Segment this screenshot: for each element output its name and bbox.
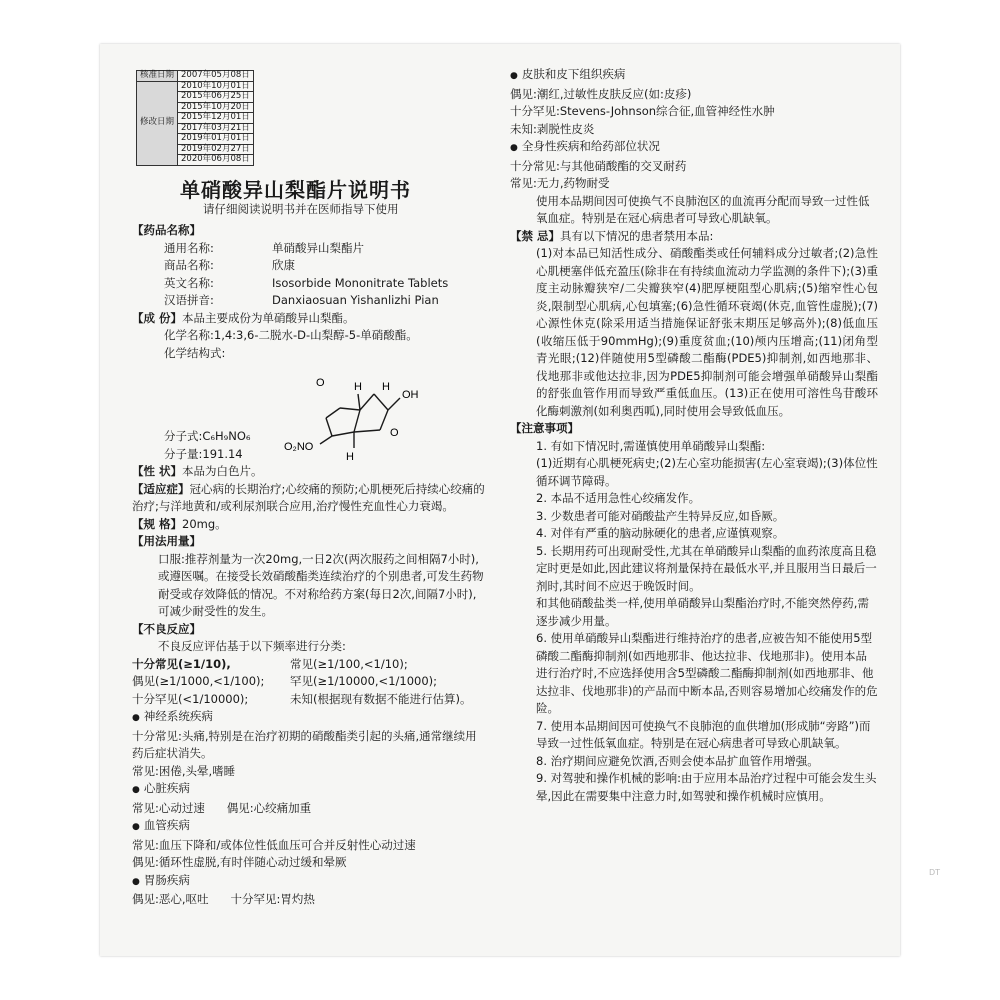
nitrate-label: O₂NO <box>284 441 314 453</box>
neuro-title: ● 神经系统疾病 <box>132 708 487 728</box>
revise-date: 2015年06月25日 <box>178 92 254 103</box>
indications-header: 【适应症】 <box>132 481 190 496</box>
precaution-item: 4. 对伴有严重的脑动脉硬化的患者,应谨慎观察。 <box>536 526 785 540</box>
structure-label: 化学结构式: <box>164 345 226 360</box>
precaution-item: 5. 长期用药可出现耐受性,尤其在单硝酸异山梨酯的血药浓度高且稳定时更是如此,因此建议将剂量保持在最低水平,并且服用当日最后一剂时,其时间不应迟于晚饭时间。 <box>536 543 877 593</box>
properties-header: 【性 状】 <box>132 464 183 478</box>
adverse-intro: 不良反应评估基于以下频率进行分类: <box>158 639 346 653</box>
atom-h: H <box>346 451 354 463</box>
precaution-item: 6. 使用单硝酸异山梨酯进行维持治疗的患者,应被告知不能使用5型磷酸二酯酶抑制剂(如西地那非、他达拉非、伐地那非)。使用本品进行治疗时,不应选择使用含5型磷酸二酯酶抑制剂(如西地那非、他达拉非、伐地那非)的产品而中断本品,否则容易增加心绞痛发作的危险。 <box>536 631 878 715</box>
vessel-title: ● 血管疾病 <box>132 817 487 837</box>
revise-date-label: 修改日期 <box>137 81 178 165</box>
spec-text: 20mg。 <box>182 516 227 531</box>
precaution-item: 9. 对驾驶和操作机械的影响:由于应用本品治疗过程中可能会发生头晕,因此在需要集中注意力时,如驾驶和操作机械时应慎用。 <box>536 771 877 803</box>
revise-date: 2010年10月01日 <box>178 81 254 92</box>
drug-name-header: 【药品名称】 <box>132 223 201 237</box>
revise-date: 2015年12月01日 <box>178 113 254 124</box>
chemical-name: 化学名称:1,4:3,6-二脱水-D-山梨醇-5-单硝酸酯。 <box>164 328 418 342</box>
neuro-line: 十分常见:头痛,特别是在治疗初期的硝酸酯类引起的头痛,通常继续用药后症状消失。 <box>132 728 477 760</box>
atom-h: H <box>354 381 362 393</box>
precaution-item: 和其他硝酸盐类一样,使用单硝酸异山梨酯治疗时,不能突然停药,需逐步减少用量。 <box>536 596 869 628</box>
molecular-formula: 分子式:C₆H₉NO₆ <box>164 429 251 443</box>
freq-rare: 罕见(≥1/10000,<1/1000); <box>290 674 438 688</box>
revise-date: 2019年01月01日 <box>178 134 254 145</box>
revise-date: 2020年06月08日 <box>178 155 254 166</box>
general-line: 使用本品期间因可使换气不良肺泡区的血流再分配而导致一过性低氧血症。特别是在冠心病患者可导致心肌缺氧。 <box>536 193 870 225</box>
field-label: 汉语拼音: <box>164 293 214 307</box>
field-label: 商品名称: <box>164 258 214 272</box>
vessel-line: 常见:血压下降和/或体位性低血压可合并反射性心动过速 <box>132 837 416 852</box>
composition-text: 本品主要成份为单硝酸异山梨酯。 <box>182 310 355 325</box>
composition-header: 【成 份】 <box>132 310 183 325</box>
general-line: 常见:无力,药物耐受 <box>510 176 610 190</box>
revise-date: 2015年10月20日 <box>178 102 254 113</box>
document-title: 单硝酸异山梨酯片说明书 <box>180 178 411 202</box>
atom-o: O <box>390 427 399 439</box>
dosage-text: 口服:推荐剂量为一次20mg,一日2次(两次服药之间相隔7小时),或遵医嘱。在接受长效硝酸酯类连续治疗的个别患者,可发生药物耐受或存效降低的情况。不对称给药方案(每日2次,间隔7小时),可减少耐受性的发生。 <box>158 551 484 618</box>
contraindications-header: 【禁 忌】 <box>510 228 561 243</box>
general-line: 十分常见:与其他硝酸酯的交叉耐药 <box>510 158 687 173</box>
vessel-line: 偶见:循环性虚脱,有时伴随心动过缓和晕厥 <box>132 855 347 869</box>
precaution-item: (1)近期有心肌梗死病史;(2)左心室功能损害(左心室衰竭);(3)体位性循环调节障碍。 <box>536 456 878 488</box>
approve-date: 2007年05月08日 <box>178 71 254 82</box>
contraindications-text: (1)对本品已知活性成分、硝酸酯类或任何辅料成分过敏者;(2)急性心肌梗塞伴低充盈压(除非在有持续血流动力学监测的条件下);(3)重度主动脉瓣狭窄/二尖瓣狭窄(4)肥厚梗阻型心肌病;(5)缩窄性心包炎,限制型心肌病,心包填塞;(6)急性循环衰竭(休克,血管性虚脱);(7)心源性休克(除采用适当措施保证舒张末期压足够高外);(8)低血压(收缩压低于90mmHg);(9)重度贫血;(10)颅内压增高;(11)闭角型青光眼;(12)伴随使用5型磷酸二酯酶(PDE5)抑制剂,如西地那非、伐地那非或他达拉非,因为PDE5抑制剂可能会增强单硝酸异山梨酯的舒张血管作用而导致严重低血压。(13)正在使用可溶性鸟苷酸环化酶刺激剂(如利奥西呱),同时使用会导致低血压。 <box>536 246 878 418</box>
approval-date-table <box>136 70 254 166</box>
field-label: 英文名称: <box>164 275 214 290</box>
atom-o: O <box>316 377 325 389</box>
spec-header: 【规 格】 <box>132 516 183 531</box>
precaution-item: 8. 治疗期间应避免饮酒,否则会使本品扩血管作用增强。 <box>536 753 819 768</box>
skin-line: 未知:剥脱性皮炎 <box>510 121 595 136</box>
freq-uncommon: 偶见(≥1/1000,<1/100); <box>132 674 265 688</box>
contraindications-intro: 具有以下情况的患者禁用本品: <box>560 228 714 243</box>
gi-title: ● 胃肠疾病 <box>132 872 487 892</box>
brand-name: 欣康 <box>272 258 295 272</box>
skin-line: 十分罕见:Stevens-Johnson综合征,血管神经性水肿 <box>510 104 775 118</box>
leaflet-sheet <box>100 44 900 956</box>
precaution-item: 2. 本品不适用急性心绞痛发作。 <box>536 491 701 505</box>
freq-common: 常见(≥1/100,<1/10); <box>290 656 408 671</box>
generic-name: 单硝酸异山梨酯片 <box>272 240 364 255</box>
indications-text: 冠心病的长期治疗;心绞痛的预防;心肌梗死后持续心绞痛的治疗;与洋地黄和/或利尿剂联合应用,治疗慢性充血性心力衰竭。 <box>132 481 485 513</box>
skin-title: ● 皮肤和皮下组织疾病 <box>510 66 878 86</box>
dosage-header: 【用法用量】 <box>132 534 201 548</box>
left-column <box>132 222 487 909</box>
revise-date: 2019年02月27日 <box>178 144 254 155</box>
adverse-header: 【不良反应】 <box>132 621 201 636</box>
precaution-item: 1. 有如下情况时,需谨慎使用单硝酸异山梨酯: <box>536 438 766 453</box>
chemical-structure-diagram <box>280 374 430 464</box>
hydroxyl-label: OH <box>402 389 419 401</box>
precaution-item: 3. 少数患者可能对硝酸盐产生特异反应,如昏厥。 <box>536 508 785 523</box>
field-label: 通用名称: <box>164 240 214 255</box>
general-title: ● 全身性疾病和给药部位状况 <box>510 138 878 158</box>
pinyin-name: Danxiaosuan Yishanlizhi Pian <box>272 293 439 307</box>
molecular-weight: 分子量:191.14 <box>164 446 243 461</box>
document-subtitle: 请仔细阅读说明书并在医师指导下使用 <box>203 202 399 216</box>
right-column <box>510 66 878 805</box>
freq-unknown: 未知(根据现有数据不能进行估算)。 <box>290 691 472 706</box>
heart-line: 常见:心动过速 偶见:心绞痛加重 <box>132 800 312 815</box>
approve-date-label: 核准日期 <box>137 71 178 82</box>
revise-date: 2017年03月21日 <box>178 123 254 134</box>
heart-title: ● 心脏疾病 <box>132 780 487 800</box>
neuro-line: 常见:困倦,头晕,嗜睡 <box>132 763 236 778</box>
english-name: Isosorbide Mononitrate Tablets <box>272 275 449 290</box>
atom-h: H <box>382 381 390 393</box>
precautions-header: 【注意事项】 <box>510 421 579 435</box>
skin-line: 偶见:潮红,过敏性皮肤反应(如:皮疹) <box>510 86 692 101</box>
properties-text: 本品为白色片。 <box>182 464 263 478</box>
precaution-item: 7. 使用本品期间因可使换气不良肺泡的血供增加(形成肺“旁路”)而导致一过性低氧血症。特别是在冠心病患者可导致心肌缺氧。 <box>536 718 871 750</box>
gi-line: 偶见:恶心,呕吐 十分罕见:胃灼热 <box>132 892 315 906</box>
freq-very-common: 十分常见(≥1/10), <box>132 656 231 671</box>
freq-very-rare: 十分罕见(<1/10000); <box>132 691 249 706</box>
watermark-right: DT <box>929 868 941 877</box>
